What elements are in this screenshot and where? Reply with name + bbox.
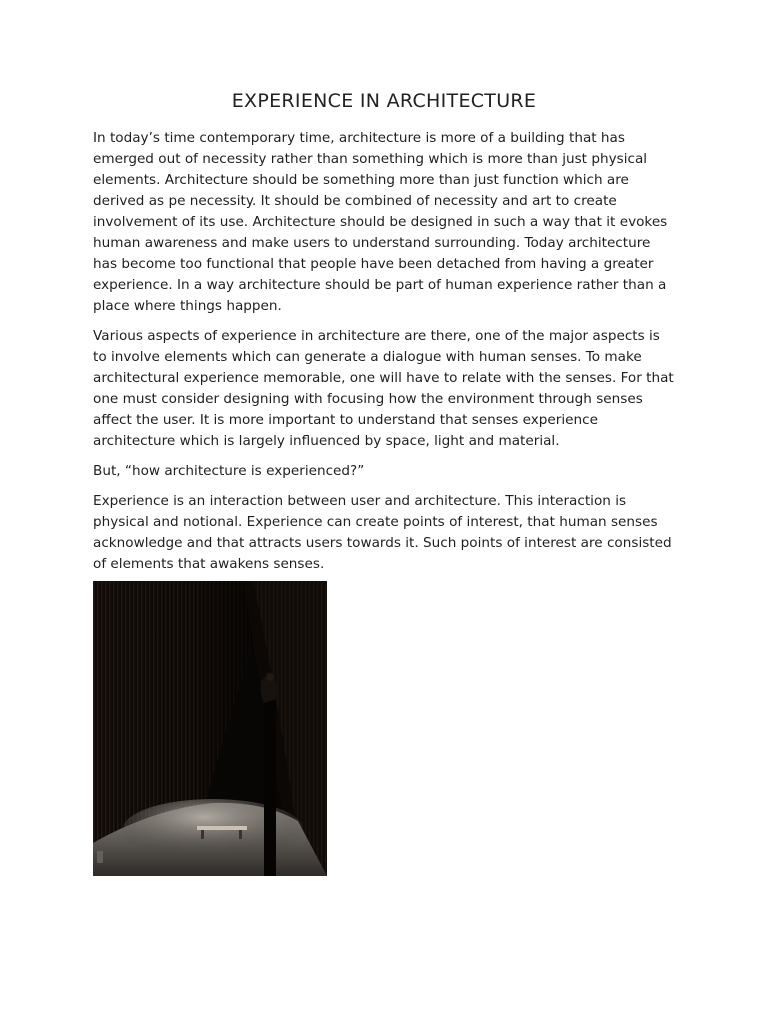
architecture-photo — [93, 581, 327, 876]
document-body — [93, 128, 675, 584]
paragraph-experience: Experience is an interaction between user and architecture. This interaction is physical and notional. Experience can create points of interest, that human senses acknowledge and that attracts users towards it. Such points of interest are consisted of elements that awakens senses. — [93, 493, 672, 572]
document-title: EXPERIENCE IN ARCHITECTURE — [231, 90, 537, 112]
paragraph-aspects: Various aspects of experience in architecture are there, one of the major aspects is to involve elements which can generate a dialogue with human senses. To make architectural experience memorable, one will have to relate with the senses. For that one must consider designing with focusing how the environment through senses affect the user. It is more important to understand that senses experience architecture which is largely influenced by space, light and material. — [93, 328, 674, 449]
paragraph-intro: In today’s time contemporary time, architecture is more of a building that has emerged out of necessity rather than something which is more than just physical elements. Architecture should be something more than just function which are derived as pe necessity. It should be combined of necessity and art to create involvement of its use. Architecture should be designed in such a way that it evokes human awareness and make users to understand surrounding. Today architecture has become too functional that people have been detached from having a greater experience. In a way architecture should be part of human experience rather than a place where things happen. — [93, 130, 668, 314]
paragraph-question: But, “how architecture is experienced?” — [93, 463, 365, 479]
